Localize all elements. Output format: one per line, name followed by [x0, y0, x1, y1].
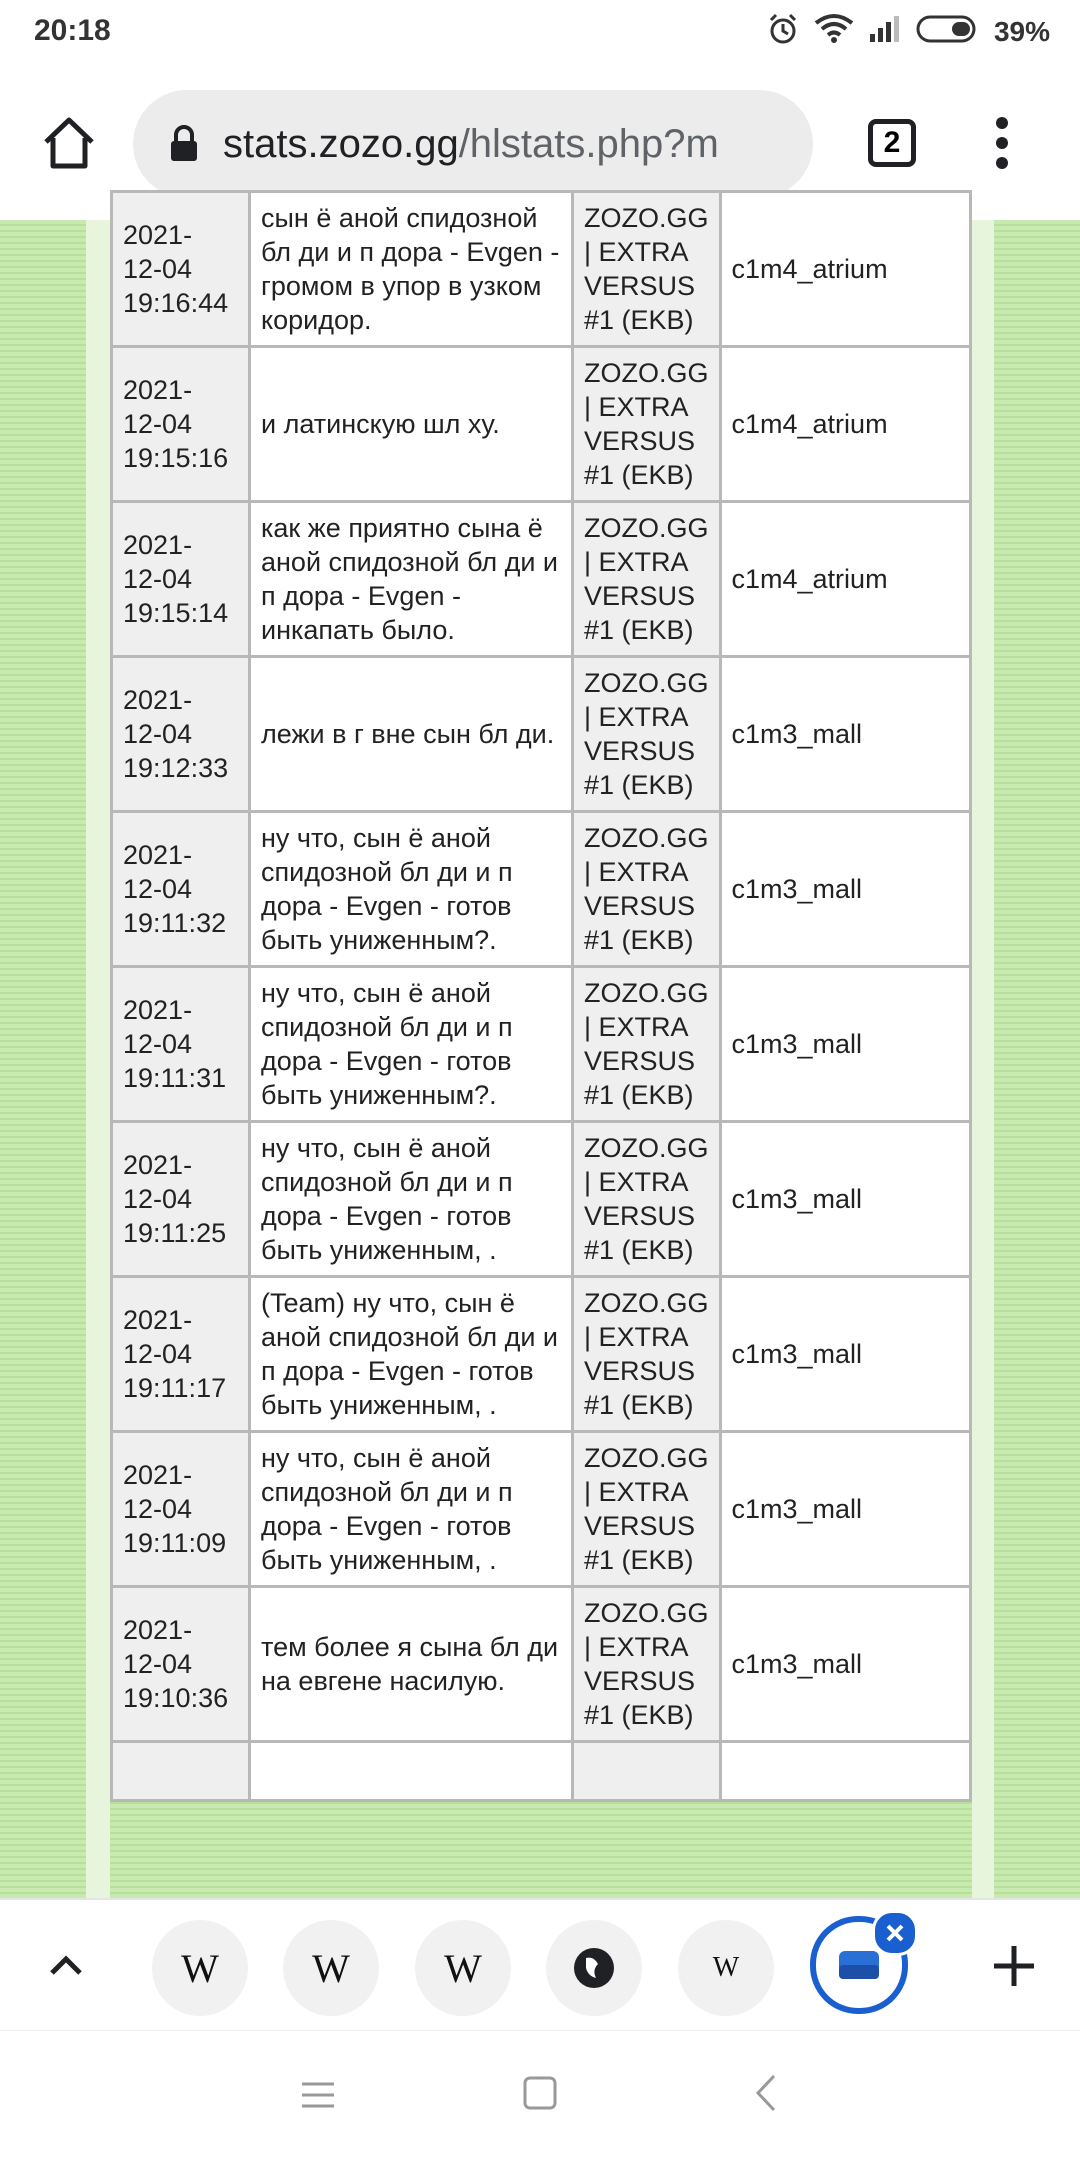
url-domain: stats.zozo.gg: [223, 121, 459, 166]
table-row: [112, 1432, 971, 1587]
empty-cell: [573, 1742, 721, 1801]
tab-wikipedia-1[interactable]: [152, 1920, 248, 2016]
square-icon: [522, 2075, 558, 2111]
menu-button[interactable]: [980, 110, 1024, 176]
map-cell: c1m3_mall: [720, 1432, 971, 1587]
table-row: [112, 347, 971, 502]
table-row: [112, 1742, 971, 1801]
wikipedia-icon: W: [444, 1945, 482, 1991]
address-bar[interactable]: [133, 90, 813, 198]
recents-button[interactable]: [296, 2073, 340, 2117]
wikipedia-icon: W: [712, 1952, 740, 1983]
server-cell: ZOZO.GG | EXTRA VERSUS #1 (EKB): [573, 347, 721, 502]
page-border-right: [972, 220, 994, 1898]
table-row: [112, 1587, 971, 1742]
alarm-icon: [766, 12, 800, 53]
close-tab-button[interactable]: [872, 1910, 918, 1956]
wikipedia-icon: W: [181, 1945, 219, 1991]
back-button[interactable]: [744, 2071, 788, 2115]
date-cell: 2021- 12-04 19:11:09: [112, 1432, 250, 1587]
status-time: 20:18: [34, 14, 111, 47]
page-border-left: [86, 220, 110, 1898]
map-cell: c1m3_mall: [720, 812, 971, 967]
wikipedia-icon: W: [312, 1945, 350, 1991]
globe-icon: [572, 1946, 616, 1990]
empty-cell: [112, 1742, 250, 1801]
table-row: [112, 812, 971, 967]
expand-tabs-button[interactable]: [36, 1936, 96, 1996]
map-cell: c1m3_mall: [720, 657, 971, 812]
map-cell: c1m3_mall: [720, 1122, 971, 1277]
message-cell: лежи в г вне сын бл ди.: [250, 657, 573, 812]
tab-switcher-button[interactable]: 2: [868, 119, 916, 167]
message-cell: ну что, сын ё аной спидозной бл ди и п дора - Evgen - готов быть униженным, .: [250, 1432, 573, 1587]
url-path: /hlstats.php?m: [458, 121, 719, 166]
server-cell: ZOZO.GG | EXTRA VERSUS #1 (EKB): [573, 657, 721, 812]
empty-cell: [720, 1742, 971, 1801]
menu-lines-icon: [300, 2080, 336, 2110]
empty-cell: [250, 1742, 573, 1801]
message-cell: как же приятно сына ё аной спидозной бл ди и п дора - Evgen - инкапать было.: [250, 502, 573, 657]
message-cell: тем более я сына бл ди на евгене насилую.: [250, 1587, 573, 1742]
table-row: [112, 967, 971, 1122]
server-cell: ZOZO.GG | EXTRA VERSUS #1 (EKB): [573, 1587, 721, 1742]
date-cell: 2021- 12-04 19:12:33: [112, 657, 250, 812]
server-cell: ZOZO.GG | EXTRA VERSUS #1 (EKB): [573, 967, 721, 1122]
date-cell: 2021- 12-04 19:11:25: [112, 1122, 250, 1277]
chevron-up-icon: [46, 1946, 86, 1986]
map-cell: c1m4_atrium: [720, 502, 971, 657]
server-cell: ZOZO.GG | EXTRA VERSUS #1 (EKB): [573, 1432, 721, 1587]
message-cell: сын ё аной спидозной бл ди и п дора - Evgen - громом в упор в узком коридор.: [250, 192, 573, 347]
map-cell: c1m3_mall: [720, 1277, 971, 1432]
status-icons: [766, 12, 1050, 52]
plus-icon: [992, 1944, 1036, 1988]
map-cell: c1m3_mall: [720, 1587, 971, 1742]
table-row: [112, 1122, 971, 1277]
date-cell: 2021- 12-04 19:11:31: [112, 967, 250, 1122]
date-cell: 2021- 12-04 19:10:36: [112, 1587, 250, 1742]
home-icon: [40, 114, 98, 172]
server-cell: ZOZO.GG | EXTRA VERSUS #1 (EKB): [573, 1122, 721, 1277]
message-cell: и латинскую шл ху.: [250, 347, 573, 502]
tab-wikipedia-4[interactable]: [678, 1920, 774, 2016]
message-cell: ну что, сын ё аной спидозной бл ди и п дора - Evgen - готов быть униженным?.: [250, 967, 573, 1122]
url-text: [223, 122, 719, 167]
signal-icon: [868, 14, 902, 51]
message-cell: (Team) ну что, сын ё аной спидозной бл ди и п дора - Evgen - готов быть униженным, .: [250, 1277, 573, 1432]
date-cell: 2021- 12-04 19:11:32: [112, 812, 250, 967]
tab-wikipedia-2[interactable]: [283, 1920, 379, 2016]
new-tab-button[interactable]: [984, 1936, 1044, 1996]
battery-percent: 39%: [993, 16, 1050, 47]
back-chevron-icon: [754, 2073, 778, 2113]
server-cell: ZOZO.GG | EXTRA VERSUS #1 (EKB): [573, 502, 721, 657]
battery-icon: [916, 14, 980, 51]
tab-strip: [0, 1898, 1080, 2032]
message-cell: ну что, сын ё аной спидозной бл ди и п дора - Evgen - готов быть униженным?.: [250, 812, 573, 967]
tab-wikipedia-3[interactable]: [415, 1920, 511, 2016]
date-cell: 2021- 12-04 19:11:17: [112, 1277, 250, 1432]
date-cell: 2021- 12-04 19:16:44: [112, 192, 250, 347]
home-button[interactable]: [36, 110, 102, 176]
web-page: [0, 203, 1080, 1898]
events-table: [110, 190, 972, 1802]
message-cell: ну что, сын ё аной спидозной бл ди и п дора - Evgen - готов быть униженным, .: [250, 1122, 573, 1277]
server-cell: ZOZO.GG | EXTRA VERSUS #1 (EKB): [573, 812, 721, 967]
tab-globe[interactable]: [546, 1920, 642, 2016]
status-bar: [0, 0, 1080, 66]
site-favicon-icon: [837, 1947, 881, 1983]
date-cell: 2021- 12-04 19:15:16: [112, 347, 250, 502]
map-cell: c1m4_atrium: [720, 347, 971, 502]
lock-icon: [169, 125, 199, 163]
table-row: [112, 1277, 971, 1432]
system-nav-bar: [0, 2030, 1080, 2161]
wifi-icon: [814, 13, 854, 52]
more-vert-icon: [994, 117, 1010, 169]
date-cell: 2021- 12-04 19:15:14: [112, 502, 250, 657]
table-row: [112, 192, 971, 347]
server-cell: ZOZO.GG | EXTRA VERSUS #1 (EKB): [573, 192, 721, 347]
table-row: [112, 502, 971, 657]
map-cell: c1m4_atrium: [720, 192, 971, 347]
table-row: [112, 657, 971, 812]
map-cell: c1m3_mall: [720, 967, 971, 1122]
server-cell: ZOZO.GG | EXTRA VERSUS #1 (EKB): [573, 1277, 721, 1432]
close-icon: [885, 1923, 905, 1943]
home-nav-button[interactable]: [518, 2071, 562, 2115]
